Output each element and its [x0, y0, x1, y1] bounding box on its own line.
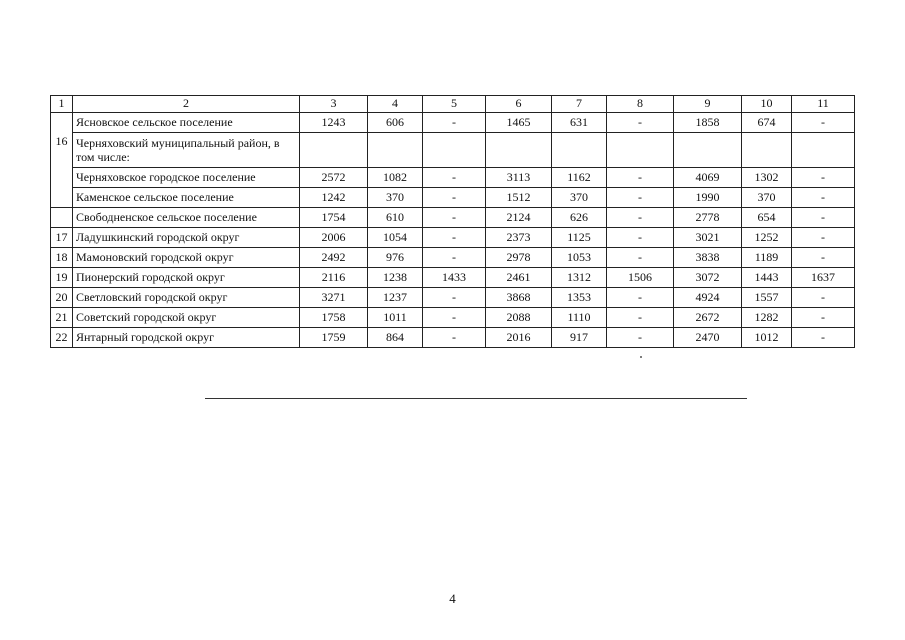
value-cell: 1243 — [300, 113, 368, 133]
value-cell: 610 — [368, 208, 423, 228]
value-cell: 3868 — [486, 288, 552, 308]
value-cell: 1312 — [552, 268, 607, 288]
value-cell: 1758 — [300, 308, 368, 328]
value-cell: 2006 — [300, 228, 368, 248]
value-cell: 1557 — [742, 288, 792, 308]
value-cell: 1433 — [423, 268, 486, 288]
value-cell — [423, 133, 486, 168]
value-cell: 1110 — [552, 308, 607, 328]
row-name-cell: Ясновское сельское поселение — [73, 113, 300, 133]
value-cell: - — [423, 168, 486, 188]
header-row — [51, 96, 855, 113]
table-row — [51, 308, 855, 328]
value-cell: 1512 — [486, 188, 552, 208]
value-cell: 4924 — [674, 288, 742, 308]
value-cell: 2978 — [486, 248, 552, 268]
value-cell: - — [792, 168, 855, 188]
column-header: 1 — [51, 96, 73, 113]
value-cell: 3271 — [300, 288, 368, 308]
row-number-cell: 20 — [51, 288, 73, 308]
value-cell: 2461 — [486, 268, 552, 288]
value-cell: - — [607, 188, 674, 208]
value-cell: 370 — [368, 188, 423, 208]
value-cell: 1125 — [552, 228, 607, 248]
value-cell: 3113 — [486, 168, 552, 188]
value-cell: - — [607, 208, 674, 228]
value-cell: - — [607, 308, 674, 328]
value-cell: - — [423, 228, 486, 248]
value-cell: 1858 — [674, 113, 742, 133]
value-cell: 4069 — [674, 168, 742, 188]
value-cell: 2124 — [486, 208, 552, 228]
table-row — [51, 268, 855, 288]
value-cell — [742, 133, 792, 168]
row-number-cell — [51, 208, 73, 228]
value-cell: 1353 — [552, 288, 607, 308]
value-cell: 1990 — [674, 188, 742, 208]
value-cell: 1082 — [368, 168, 423, 188]
column-header: 2 — [73, 96, 300, 113]
value-cell: 2116 — [300, 268, 368, 288]
column-header: 3 — [300, 96, 368, 113]
value-cell: 917 — [552, 328, 607, 348]
value-cell: 2572 — [300, 168, 368, 188]
value-cell: 1252 — [742, 228, 792, 248]
value-cell: - — [607, 228, 674, 248]
value-cell: - — [607, 113, 674, 133]
table-row — [51, 248, 855, 268]
scan-speck — [640, 356, 642, 358]
row-number-cell: 19 — [51, 268, 73, 288]
value-cell: 1012 — [742, 328, 792, 348]
value-cell — [552, 133, 607, 168]
value-cell: - — [792, 308, 855, 328]
table-row — [51, 133, 855, 168]
value-cell: 1282 — [742, 308, 792, 328]
value-cell: - — [423, 288, 486, 308]
value-cell: - — [423, 308, 486, 328]
value-cell: - — [792, 228, 855, 248]
value-cell: 1302 — [742, 168, 792, 188]
value-cell: 3838 — [674, 248, 742, 268]
value-cell: 1189 — [742, 248, 792, 268]
value-cell: - — [607, 288, 674, 308]
value-cell: 1465 — [486, 113, 552, 133]
table-row — [51, 288, 855, 308]
value-cell: - — [423, 328, 486, 348]
value-cell: 1011 — [368, 308, 423, 328]
column-header: 10 — [742, 96, 792, 113]
column-header: 6 — [486, 96, 552, 113]
row-number-cell: 17 — [51, 228, 73, 248]
value-cell: - — [792, 288, 855, 308]
row-name-cell: Мамоновский городской округ — [73, 248, 300, 268]
row-number-cell: 16 — [51, 133, 73, 168]
value-cell: 1506 — [607, 268, 674, 288]
column-header: 9 — [674, 96, 742, 113]
value-cell: 2373 — [486, 228, 552, 248]
value-cell: 1237 — [368, 288, 423, 308]
value-cell: 370 — [552, 188, 607, 208]
column-header: 4 — [368, 96, 423, 113]
row-name-cell: Черняховское городское поселение — [73, 168, 300, 188]
value-cell: 3021 — [674, 228, 742, 248]
value-cell: 864 — [368, 328, 423, 348]
value-cell: - — [607, 168, 674, 188]
column-header: 11 — [792, 96, 855, 113]
value-cell: 1443 — [742, 268, 792, 288]
value-cell — [792, 133, 855, 168]
value-cell: 2778 — [674, 208, 742, 228]
value-cell: 606 — [368, 113, 423, 133]
table-row — [51, 328, 855, 348]
value-cell: - — [423, 188, 486, 208]
value-cell: 370 — [742, 188, 792, 208]
value-cell: 674 — [742, 113, 792, 133]
table-row — [51, 228, 855, 248]
row-name-cell: Черняховский муниципальный район, в том числе: — [73, 133, 300, 168]
value-cell: 1162 — [552, 168, 607, 188]
column-header: 8 — [607, 96, 674, 113]
row-name-cell: Каменское сельское поселение — [73, 188, 300, 208]
row-name-cell: Ладушкинский городской округ — [73, 228, 300, 248]
value-cell — [368, 133, 423, 168]
value-cell: - — [607, 328, 674, 348]
value-cell: - — [792, 208, 855, 228]
value-cell: - — [792, 248, 855, 268]
value-cell: 2492 — [300, 248, 368, 268]
table-row — [51, 208, 855, 228]
value-cell: 1754 — [300, 208, 368, 228]
table-row — [51, 113, 855, 133]
value-cell: - — [423, 248, 486, 268]
value-cell: - — [423, 208, 486, 228]
row-number-cell — [51, 113, 73, 133]
row-number-cell — [51, 188, 73, 208]
data-table — [50, 95, 855, 348]
row-name-cell: Свободненское сельское поселение — [73, 208, 300, 228]
value-cell: 2470 — [674, 328, 742, 348]
column-header: 7 — [552, 96, 607, 113]
value-cell: - — [607, 248, 674, 268]
row-name-cell: Пионерский городской округ — [73, 268, 300, 288]
value-cell: 2672 — [674, 308, 742, 328]
value-cell: 631 — [552, 113, 607, 133]
row-name-cell: Светловский городской округ — [73, 288, 300, 308]
value-cell: - — [792, 188, 855, 208]
value-cell: 1053 — [552, 248, 607, 268]
value-cell: 976 — [368, 248, 423, 268]
value-cell — [607, 133, 674, 168]
value-cell: 1759 — [300, 328, 368, 348]
row-number-cell: 18 — [51, 248, 73, 268]
value-cell: 1054 — [368, 228, 423, 248]
value-cell — [674, 133, 742, 168]
value-cell: 3072 — [674, 268, 742, 288]
value-cell: 1238 — [368, 268, 423, 288]
table-row — [51, 168, 855, 188]
value-cell — [300, 133, 368, 168]
row-number-cell: 21 — [51, 308, 73, 328]
value-cell: - — [423, 113, 486, 133]
row-name-cell: Янтарный городской округ — [73, 328, 300, 348]
value-cell: 2016 — [486, 328, 552, 348]
table-row — [51, 188, 855, 208]
value-cell — [486, 133, 552, 168]
page-number: 4 — [449, 591, 456, 606]
value-cell: 654 — [742, 208, 792, 228]
value-cell: 2088 — [486, 308, 552, 328]
row-name-cell: Советский городской округ — [73, 308, 300, 328]
column-header: 5 — [423, 96, 486, 113]
value-cell: - — [792, 328, 855, 348]
value-cell: 1242 — [300, 188, 368, 208]
separator-rule — [205, 398, 747, 399]
value-cell: - — [792, 113, 855, 133]
row-number-cell — [51, 168, 73, 188]
row-number-cell: 22 — [51, 328, 73, 348]
value-cell: 626 — [552, 208, 607, 228]
value-cell: 1637 — [792, 268, 855, 288]
